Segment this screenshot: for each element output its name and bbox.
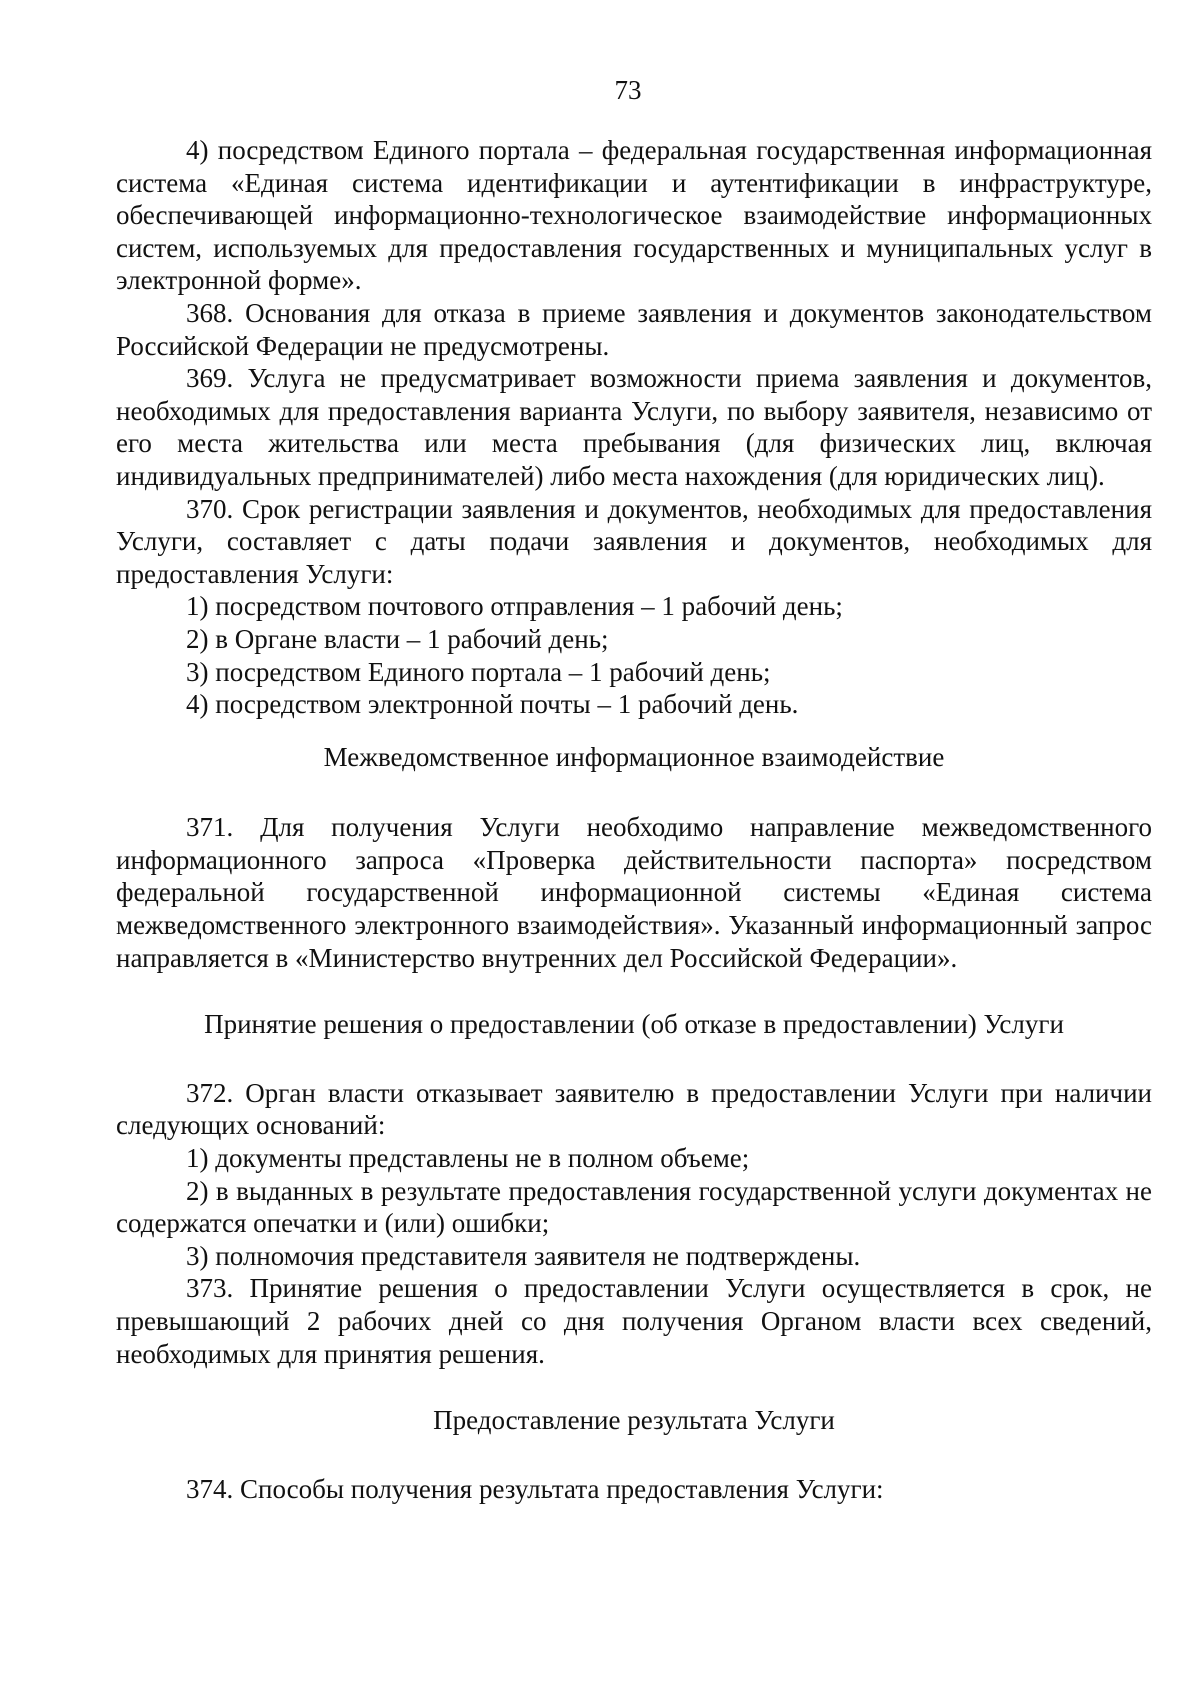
list-item-authority: 2) в Органе власти – 1 рабочий день; xyxy=(186,623,609,654)
paragraph-item-4-portal: 4) посредством Единого портала – федеральная государственная информационная система «Единая система идентификации и аутентификации в инфраструктуре, обеспечивающей информационно-технологическое взаимодействие информационных систем, используемых для предоставления государственных и муниципальных услуг в электронной форме». xyxy=(116,135,1152,296)
paragraph-372: 372. Орган власти отказывает заявителю в предоставлении Услуги при наличии следующих оснований: xyxy=(116,1077,1152,1141)
paragraph-374: 374. Способы получения результата предоставления Услуги: xyxy=(186,1473,884,1504)
paragraph-373: 373. Принятие решения о предоставлении Услуги осуществляется в срок, не превышающий 2 рабочих дней со дня получения Органом власти всех сведений, необходимых для принятия решения. xyxy=(116,1273,1152,1369)
paragraph-369: 369. Услуга не предусматривает возможности приема заявления и документов, необходимых для предоставления варианта Услуги, по выбору заявителя, независимо от его места жительства или места пребывания (для физических лиц, включая индивидуальных предпринимателей) либо места нахождения (для юридических лиц). xyxy=(116,363,1152,491)
document-body xyxy=(116,134,1152,1505)
paragraph-368: 368. Основания для отказа в приеме заявления и документов законодательством Российской Федерации не предусмотрены. xyxy=(116,297,1152,361)
section-heading-decision: Принятие решения о предоставлении (об отказе в предоставлении) Услуги xyxy=(204,1009,1064,1040)
list-item-typos: 2) в выданных в результате предоставления государственной услуги документах не содержатся опечатки и (или) ошибки; xyxy=(116,1175,1152,1239)
page-number: 73 xyxy=(614,75,642,105)
list-item-incomplete-docs: 1) документы представлены не в полном объеме; xyxy=(186,1143,750,1174)
list-item-mail: 1) посредством почтового отправления – 1 рабочий день; xyxy=(186,591,843,622)
paragraph-371: 371. Для получения Услуги необходимо направление межведомственного информационного запроса «Проверка действительности паспорта» посредством федеральной государственной информационной системы «Единая система межведомственного электронного взаимодействия». Указанный информационный запрос направляется в «Министерство внутренних дел Российской Федерации». xyxy=(116,812,1152,973)
paragraph-370: 370. Срок регистрации заявления и документов, необходимых для предоставления Услуги, составляет с даты подачи заявления и документов, необходимых для предоставления Услуги: xyxy=(116,493,1152,589)
section-heading-interagency: Межведомственное информационное взаимодействие xyxy=(323,741,945,772)
list-item-portal: 3) посредством Единого портала – 1 рабочий день; xyxy=(186,656,771,687)
section-heading-result: Предоставление результата Услуги xyxy=(433,1405,835,1436)
list-item-email: 4) посредством электронной почты – 1 рабочий день. xyxy=(186,689,799,720)
list-item-representative: 3) полномочия представителя заявителя не подтверждены. xyxy=(186,1240,861,1271)
